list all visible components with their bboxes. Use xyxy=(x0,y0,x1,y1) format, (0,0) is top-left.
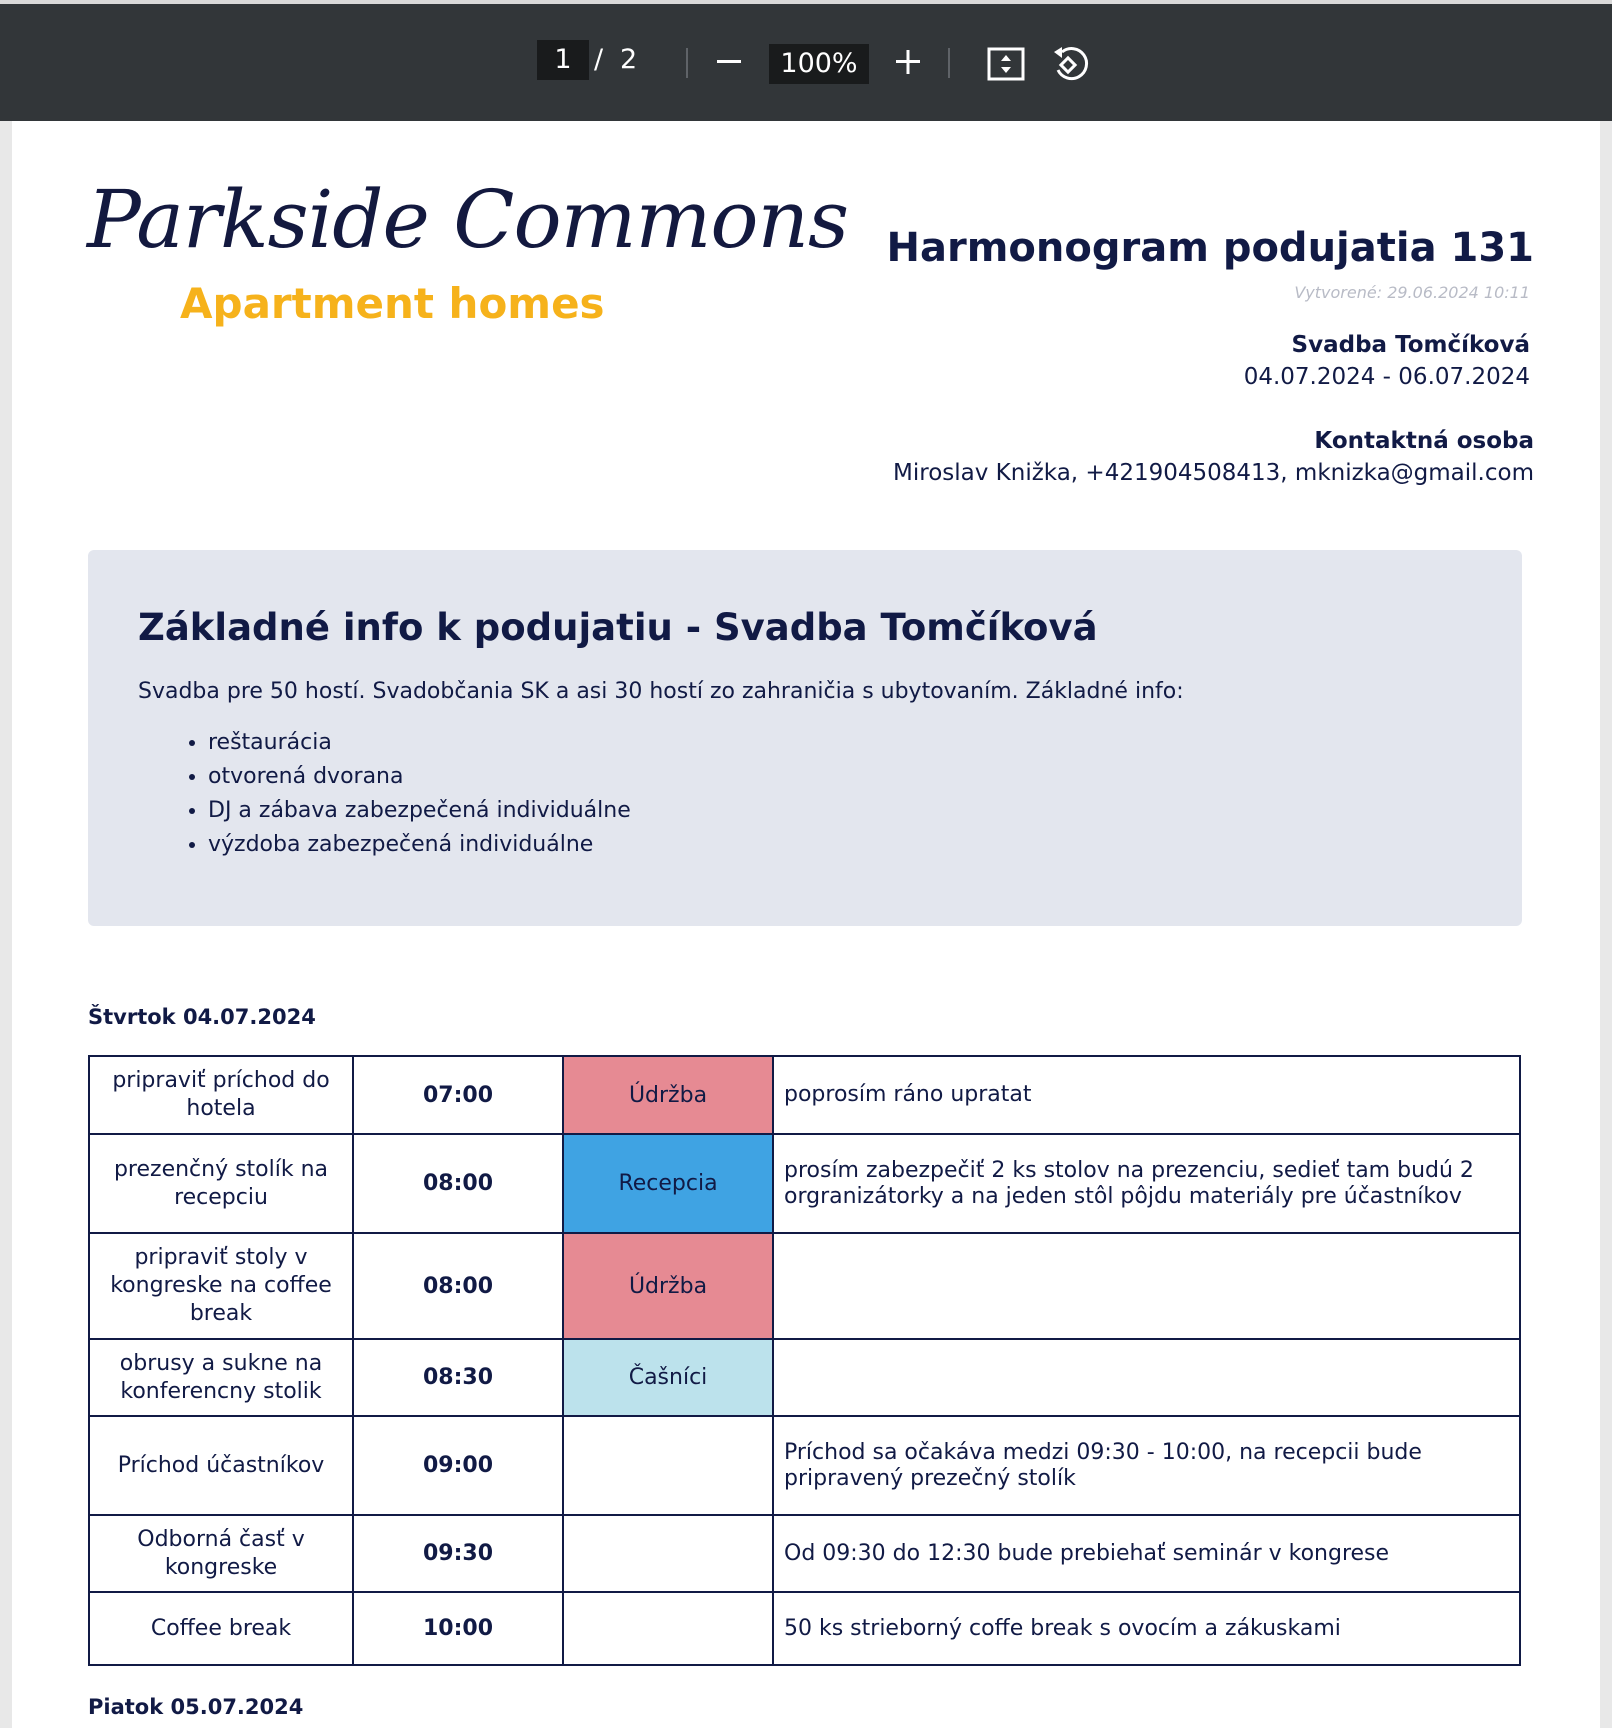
time-cell: 08:30 xyxy=(353,1339,563,1416)
table-row xyxy=(89,1233,1520,1339)
contact-label: Kontaktná osoba xyxy=(1314,428,1534,454)
zoom-level-input[interactable]: 100% xyxy=(769,44,869,84)
note-cell: Od 09:30 do 12:30 bude prebiehať seminár v kongrese xyxy=(773,1515,1520,1592)
department-cell: Recepcia xyxy=(563,1134,773,1233)
task-cell: Príchod účastníkov xyxy=(89,1416,353,1515)
time-cell: 08:00 xyxy=(353,1134,563,1233)
info-title: Základné info k podujatiu - Svadba Tomčíková xyxy=(138,606,1098,649)
time-cell: 07:00 xyxy=(353,1056,563,1134)
document-title: Harmonogram podujatia 131 xyxy=(886,225,1534,271)
event-info-box xyxy=(88,550,1522,926)
note-cell: 50 ks strieborný coffe break s ovocím a zákuskami xyxy=(773,1592,1520,1665)
logo-tagline: Apartment homes xyxy=(180,279,605,328)
plus-icon xyxy=(886,40,930,84)
table-row xyxy=(89,1416,1520,1515)
note-cell: prosím zabezpečiť 2 ks stolov na prezenciu, sedieť tam budú 2 orgranizátorky a na jeden stôl pôjdu materiály pre účastníkov xyxy=(773,1134,1520,1233)
department-cell: Čašníci xyxy=(563,1339,773,1416)
info-list-item: • DJ a zábava zabezpečená individuálne xyxy=(208,794,1472,828)
total-pages: 2 xyxy=(620,44,638,75)
time-cell: 09:30 xyxy=(353,1515,563,1592)
note-cell xyxy=(773,1339,1520,1416)
header-block xyxy=(887,223,1534,486)
table-row xyxy=(89,1134,1520,1233)
info-list-item: • výzdoba zabezpečená individuálne xyxy=(208,828,1472,862)
info-list-item: • otvorená dvorana xyxy=(208,760,1472,794)
department-cell xyxy=(563,1515,773,1592)
info-list-item: • reštaurácia xyxy=(208,726,1472,760)
fit-page-button[interactable] xyxy=(986,44,1026,84)
zoom-out-button[interactable] xyxy=(707,40,751,84)
contact-value: Miroslav Knižka, +421904508413, mknizka@gmail.com xyxy=(893,460,1534,486)
task-cell: Coffee break xyxy=(89,1592,353,1665)
toolbar-divider xyxy=(948,48,950,78)
info-description: Svadba pre 50 hostí. Svadobčania SK a asi 30 hostí zo zahraničia s ubytovaním. Základné info: xyxy=(138,679,1184,704)
table-row xyxy=(89,1592,1520,1665)
schedule-table xyxy=(88,1055,1521,1666)
rotate-icon xyxy=(1050,44,1090,84)
page-separator: / xyxy=(594,44,604,75)
task-cell: obrusy a sukne na konferencny stolik xyxy=(89,1339,353,1416)
time-cell: 08:00 xyxy=(353,1233,563,1339)
note-cell: poprosím ráno upratat xyxy=(773,1056,1520,1134)
note-cell: Príchod sa očakáva medzi 09:30 - 10:00, na recepcii bude pripravený prezečný stolík xyxy=(773,1416,1520,1515)
logo-name: Parkside Commons xyxy=(87,173,849,266)
department-cell: Údržba xyxy=(563,1056,773,1134)
task-cell: prezenčný stolík na recepciu xyxy=(89,1134,353,1233)
fit-page-icon xyxy=(986,44,1026,84)
day-heading: Piatok 05.07.2024 xyxy=(88,1695,304,1719)
day-heading: Štvrtok 04.07.2024 xyxy=(88,1005,316,1029)
task-cell: pripraviť príchod do hotela xyxy=(89,1056,353,1134)
department-cell xyxy=(563,1592,773,1665)
pdf-viewer-toolbar xyxy=(0,0,1612,121)
department-cell: Údržba xyxy=(563,1233,773,1339)
toolbar-divider xyxy=(686,48,688,78)
time-cell: 10:00 xyxy=(353,1592,563,1665)
info-list xyxy=(138,726,1472,862)
rotate-button[interactable] xyxy=(1050,44,1090,84)
minus-icon xyxy=(707,40,751,84)
event-name: Svadba Tomčíková xyxy=(1291,332,1530,358)
table-row xyxy=(89,1515,1520,1592)
page-number-input[interactable]: 1 xyxy=(537,40,589,80)
note-cell xyxy=(773,1233,1520,1339)
task-cell: pripraviť stoly v kongreske na coffee break xyxy=(89,1233,353,1339)
time-cell: 09:00 xyxy=(353,1416,563,1515)
created-timestamp: Vytvorené: 29.06.2024 10:11 xyxy=(1294,283,1530,302)
document-page xyxy=(12,121,1600,1728)
zoom-in-button[interactable] xyxy=(886,40,930,84)
table-row xyxy=(89,1056,1520,1134)
department-cell xyxy=(563,1416,773,1515)
table-row xyxy=(89,1339,1520,1416)
event-dates: 04.07.2024 - 06.07.2024 xyxy=(1243,364,1530,390)
task-cell: Odborná časť v kongreske xyxy=(89,1515,353,1592)
